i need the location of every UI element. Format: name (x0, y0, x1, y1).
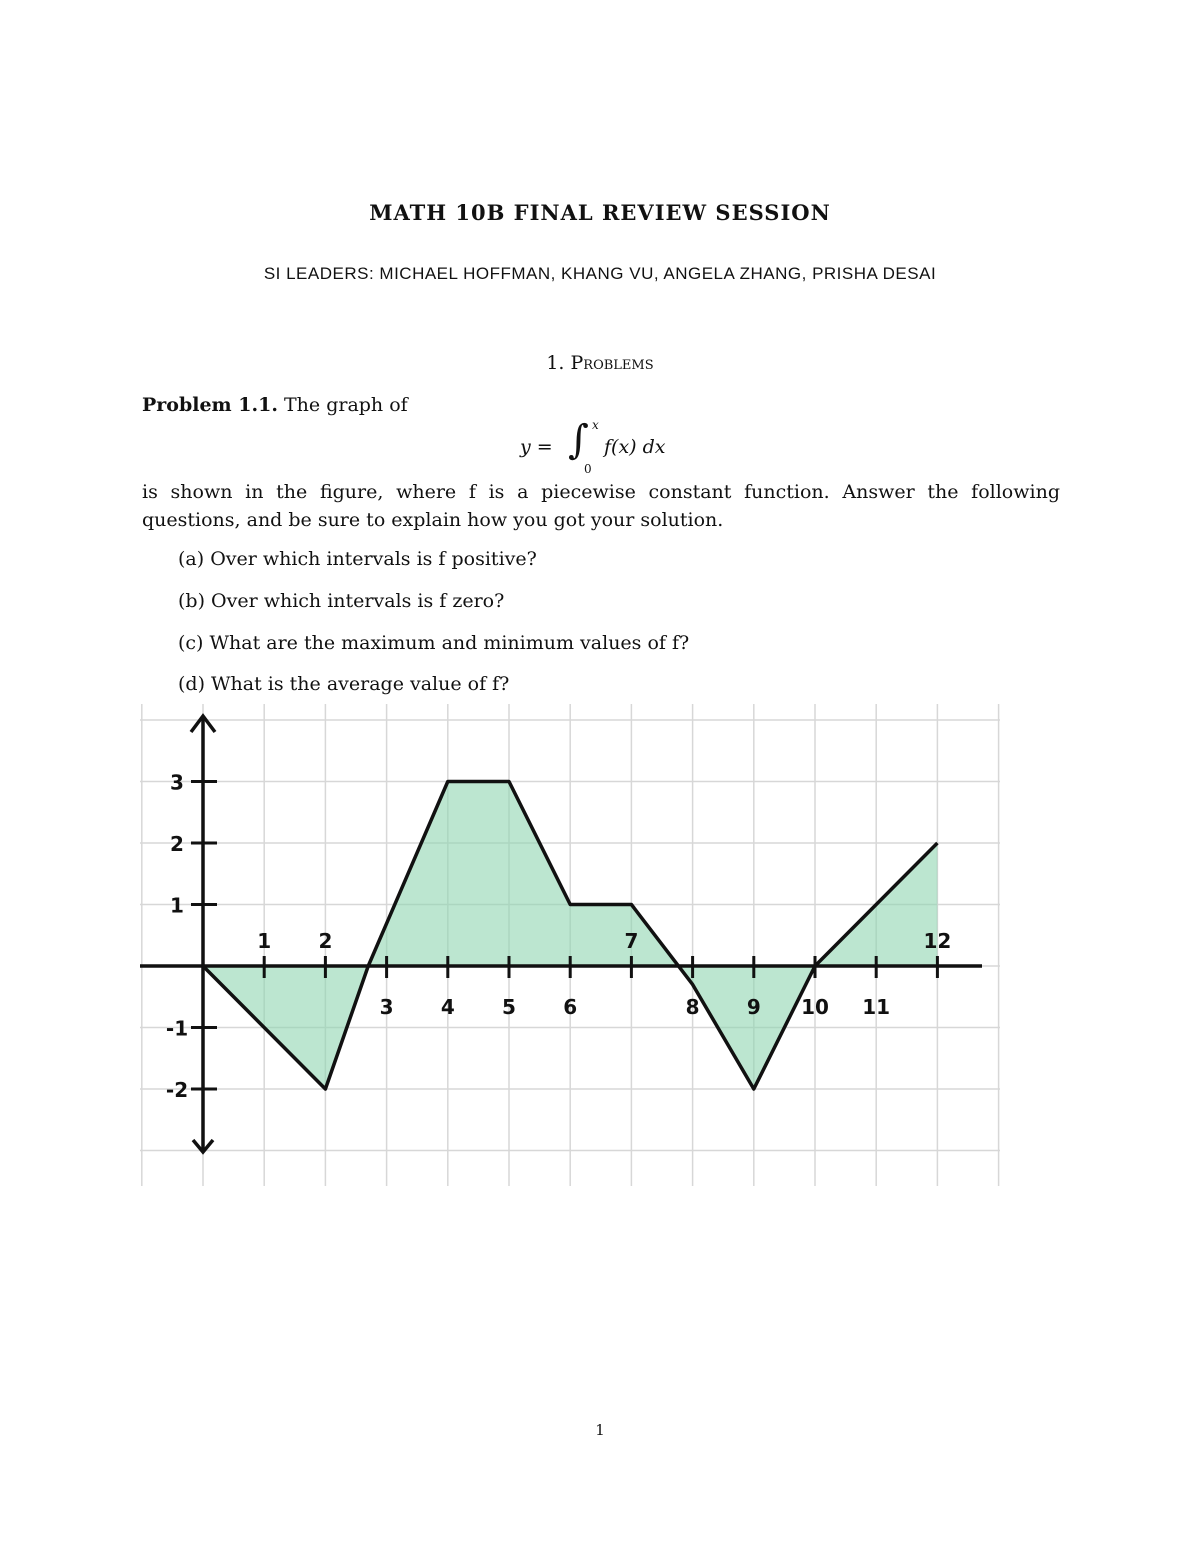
integral-sign: ∫ (568, 417, 589, 463)
problem-label: Problem 1.1. (142, 394, 278, 416)
integral-lower-limit: 0 (584, 462, 592, 476)
x-tick-label: 3 (379, 995, 394, 1019)
y-tick-label: -1 (165, 1016, 189, 1041)
equation-lhs: y = (520, 436, 553, 458)
x-tick-label: 7 (624, 929, 639, 953)
x-tick-label: 4 (440, 995, 455, 1019)
y-tick-label: 2 (170, 832, 184, 856)
question-c: (c) What are the maximum and minimum values of f? (178, 632, 690, 654)
x-tick-label: 11 (862, 995, 891, 1019)
problem-intro: The graph of (284, 394, 408, 416)
x-tick-label: 2 (318, 929, 333, 953)
page-number: 1 (595, 1421, 605, 1439)
question-b: (b) Over which intervals is f zero? (178, 590, 505, 612)
x-tick-label: 6 (563, 995, 578, 1019)
y-tick-label: -2 (165, 1078, 189, 1102)
x-tick-label: 12 (923, 929, 952, 953)
page-title: MATH 10B FINAL REVIEW SESSION (369, 200, 831, 225)
problem-heading (142, 394, 408, 416)
x-tick-label: 8 (685, 995, 700, 1019)
y-tick-label: 1 (170, 893, 184, 918)
section-heading: 1. Problems (546, 352, 654, 374)
integrand: f(x) dx (604, 436, 666, 458)
integral-equation (520, 418, 720, 478)
problem-body: is shown in the figure, where f is a piecewise constant function. Answer the following questions, and be sure to explain how you got your solution. (142, 481, 1060, 531)
graph-figure (138, 700, 1002, 1194)
x-tick-label: 10 (801, 995, 829, 1019)
integral-upper-limit: x (592, 418, 599, 432)
x-tick-label: 5 (502, 995, 516, 1019)
x-tick-label: 1 (257, 929, 272, 953)
y-tick-label: 3 (170, 770, 184, 795)
authors-line: SI LEADERS: MICHAEL HOFFMAN, KHANG VU, ANGELA ZHANG, PRISHA DESAI (263, 264, 937, 283)
question-d: (d) What is the average value of f? (178, 673, 510, 695)
x-tick-label: 9 (746, 995, 761, 1019)
graph-svg (138, 700, 1002, 1190)
question-a: (a) Over which intervals is f positive? (178, 548, 537, 570)
